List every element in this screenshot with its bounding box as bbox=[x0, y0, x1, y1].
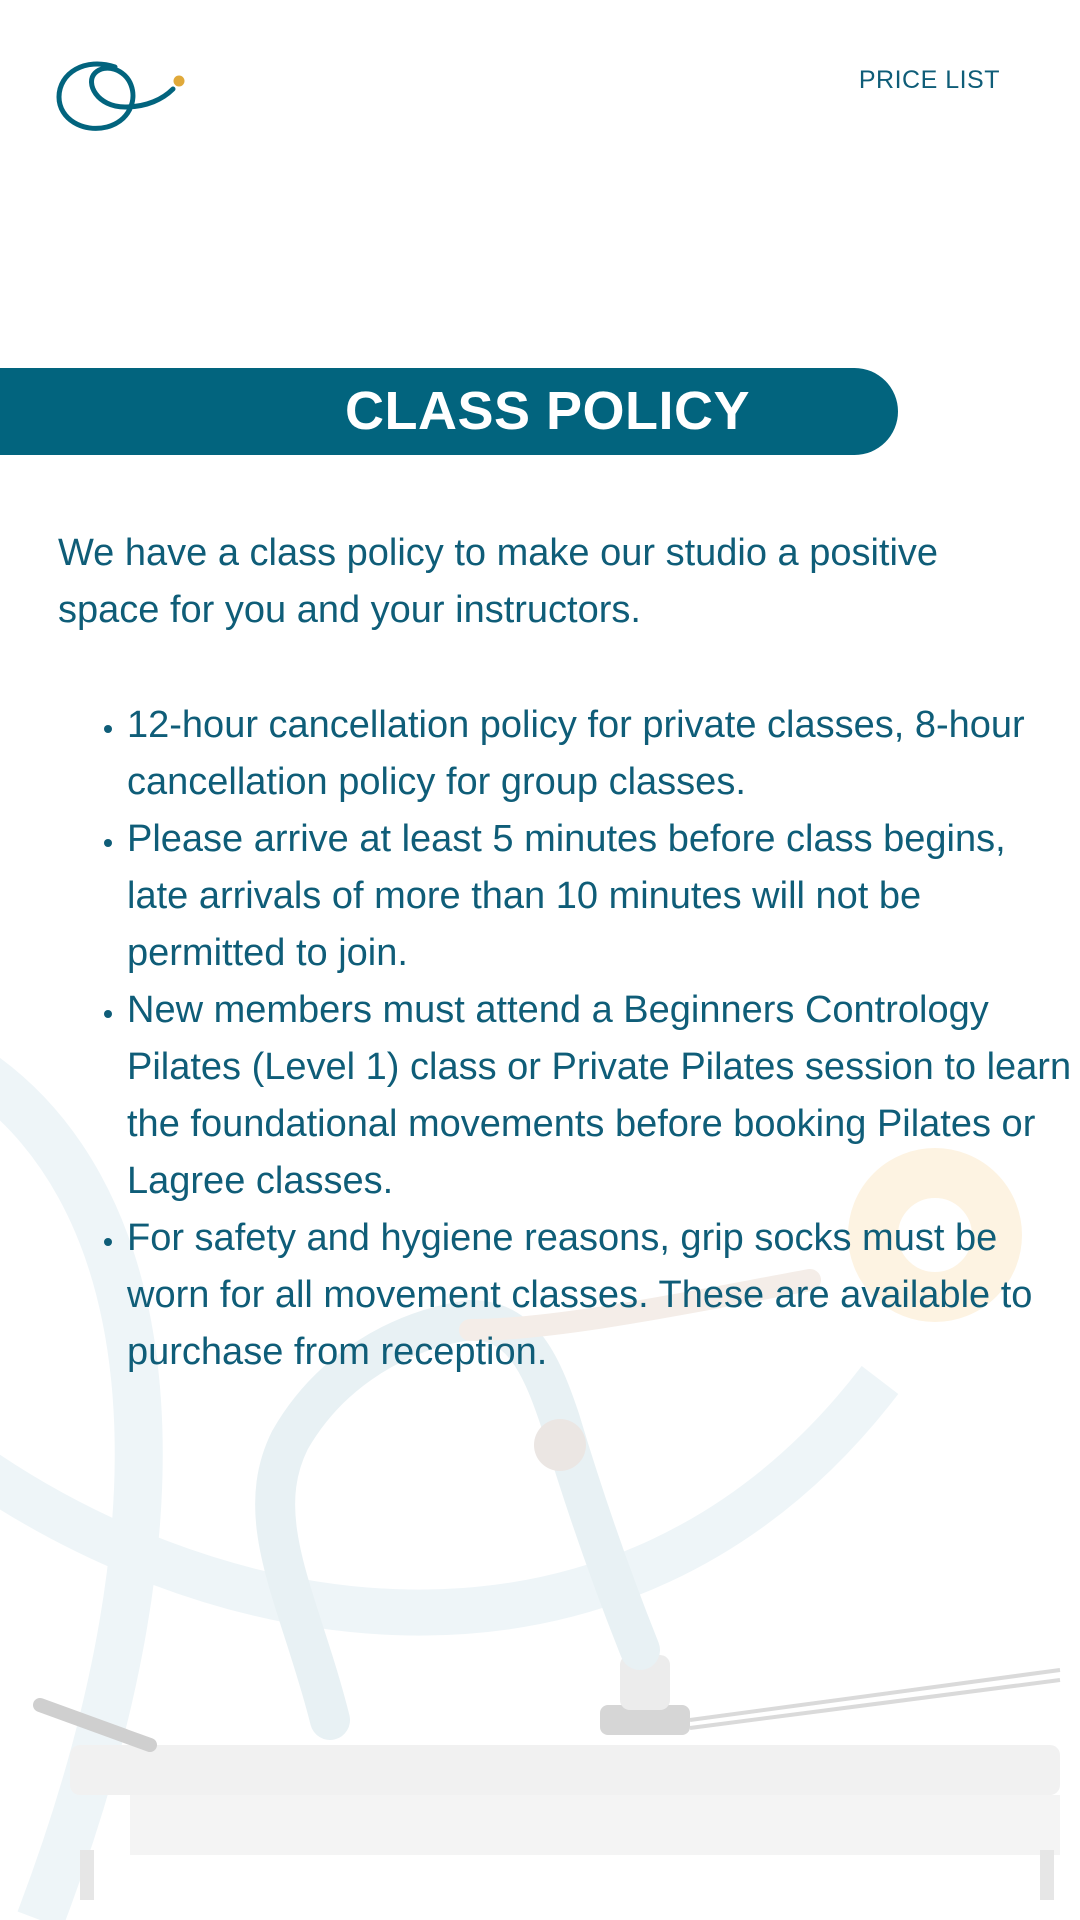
intro-paragraph: We have a class policy to make our studio a positive space for you and your instructors. bbox=[58, 532, 939, 631]
policy-item-cancellation: • 12-hour cancellation policy for private classes, 8-hour cancellation policy for group classes. bbox=[127, 697, 1077, 811]
policy-item-arrival: • Please arrive at least 5 minutes before class begins, late arrivals of more than 10 minutes will not be permitted to join. bbox=[127, 811, 1077, 982]
price-list-link[interactable]: PRICE LIST bbox=[858, 66, 1000, 94]
page-title: CLASS POLICY bbox=[345, 381, 751, 441]
policy-list bbox=[58, 697, 1077, 1381]
policy-item-grip-socks: • For safety and hygiene reasons, grip socks must be worn for all movement classes. These are available to purchase from reception. bbox=[127, 1210, 1077, 1381]
studio-logo-icon bbox=[55, 55, 195, 140]
class-policy-banner bbox=[0, 368, 898, 455]
policy-item-new-members: • New members must attend a Beginners Contrology Pilates (Level 1) class or Private Pilates session to learn the foundational movements before booking Pilates or Lagree classes. bbox=[127, 982, 1077, 1210]
